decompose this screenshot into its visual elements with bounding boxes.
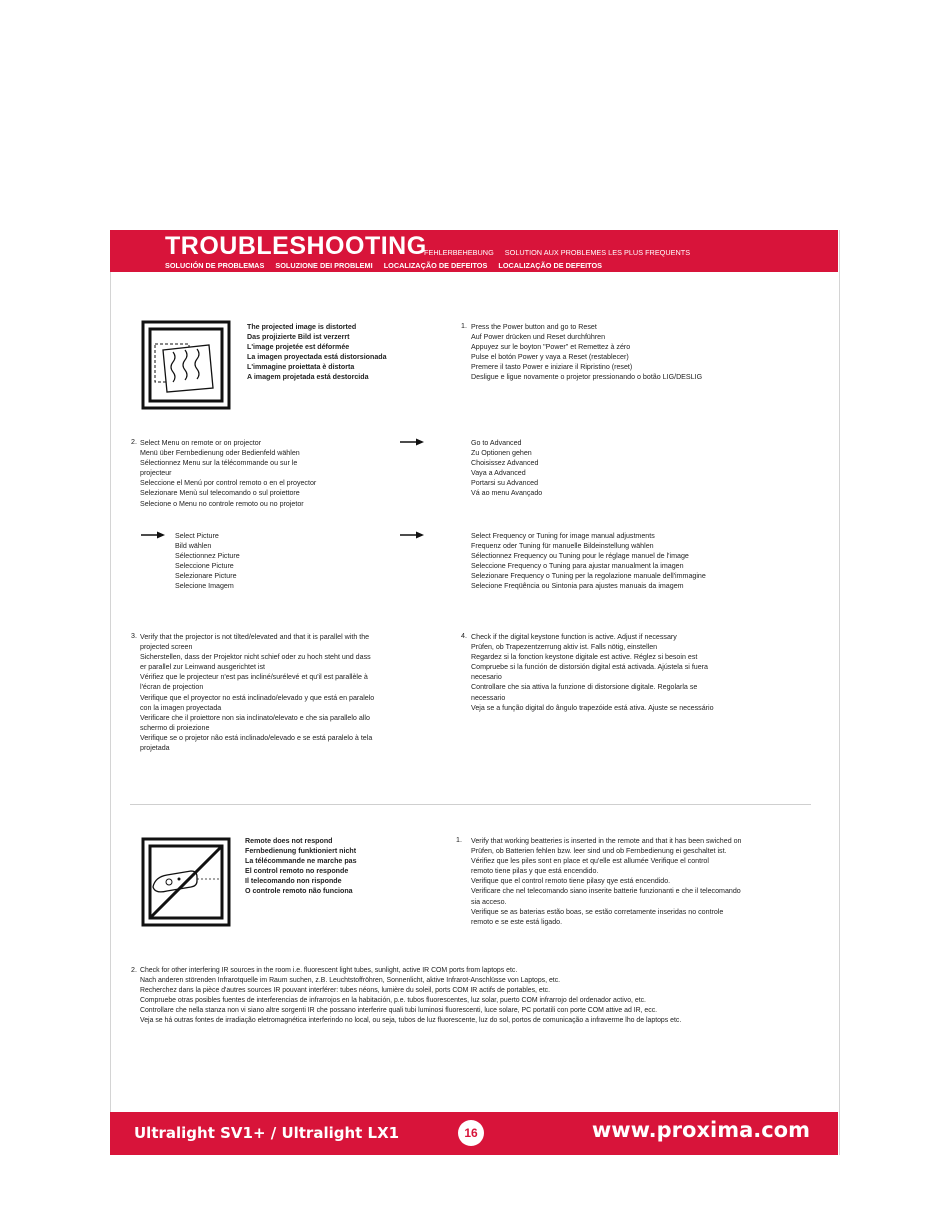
step-line: Verificare che nel telecomando siano inserite batterie funzionanti e che il telecomando [471, 887, 741, 896]
step-line: Selecione Imagem [175, 582, 234, 591]
step-line: Check if the digital keystone function is active. Adjust if necessary [471, 633, 677, 641]
problem1-step4 [471, 632, 714, 713]
remote-control-crossed-icon [141, 837, 231, 927]
step-line: Recherchez dans la pièce d'autres sources IR pouvant interférer: tubes néons, lumière du soleil, ports COM IR actifs de portables, etc. [140, 987, 550, 995]
subtitle: SOLUCIÓN DE PROBLEMAS [165, 261, 265, 270]
step-line: schermo di proiezione [140, 723, 210, 732]
problem-title: The projected image is distorted [247, 323, 357, 331]
problem-title: El control remoto no responde [245, 867, 349, 876]
step-line: sia acceso. [471, 897, 507, 906]
step-line: Sélectionnez Menu sur la télécommande ou sur le [140, 459, 298, 468]
step-number: 4. [461, 632, 467, 640]
problem1-step1 [471, 322, 702, 383]
problem-title: Fernbedienung funktioniert nicht [245, 847, 357, 856]
page-title: TROUBLESHOOTING [165, 232, 427, 260]
subtitle: FEHLERBEHEBUNG [424, 248, 494, 257]
problem2-titles [245, 836, 357, 897]
step-line: Compruebe otras posibles fuentes de interferencias de infrarrojos en la habitación, p.e. tubos fluorescentes, luz solar, puerto COM infrarrojo del ordenador activo, etc. [140, 997, 646, 1005]
step-line: projetada [140, 744, 170, 753]
step-line: con la imagen proyectada [140, 703, 222, 712]
step-line: Vaya a Advanced [471, 469, 526, 478]
step-line: Nach anderen störenden Infrarotquelle im Raum suchen, z.B. Leuchtstoffröhren, Sonnenlicht, aktive Infrarot-Anschlüsse von Laptops, etc. [140, 977, 561, 985]
problem1-step2 [140, 438, 316, 509]
arrow-right-icon [141, 531, 165, 539]
header-band [110, 230, 838, 272]
step-line: Verifique se as baterias estão boas, se estão corretamente inseridas no controle [471, 907, 724, 916]
step-line: Veja se há outras fontes de irradiação eletromagnética interferindo no local, ou seja, tubos de luz fluorescente, luz do sol, portos de comunicação a infraverme lho de laptops etc. [140, 1017, 682, 1025]
step-line: Desligue e ligue novamente o projetor pressionando o botão LIG/DESLIG [471, 373, 703, 382]
problem1-step3 [140, 632, 374, 753]
problem1-step2-select-frequency [471, 531, 706, 592]
step-line: Sicherstellen, dass der Projektor nicht schief oder zu hoch steht und dass [140, 653, 371, 662]
problem-title: O controle remoto não funciona [245, 887, 353, 896]
step-line: Selecione Freqüência ou Sintonia para ajustes manuais da imagem [471, 582, 684, 591]
problem-title: A imagem projetada está destorcida [247, 373, 369, 382]
step-line: Premere il tasto Power e iniziare il Ripristino (reset) [471, 363, 633, 372]
step-line: Portarsi su Advanced [471, 479, 539, 488]
subtitle: SOLUZIONE DEI PROBLEMI [275, 261, 373, 270]
step-line: Select Picture [175, 532, 219, 540]
problem1-titles [247, 322, 387, 383]
step-number: 2. [131, 438, 137, 446]
step-line: Vérifiez que le projecteur n'est pas incliné/surélevé et qu'il est parallèle à [140, 673, 368, 682]
header-subtitles-row-2 [165, 261, 611, 270]
step-line: Vérifiez que les piles sont en place et qu'elle est allumée Verifique el control [471, 857, 709, 866]
step-line: Selezionare Picture [175, 572, 237, 581]
step-line: Verifique que el control remoto tiene pilasy qye está encendido. [471, 877, 671, 886]
subtitle: LOCALIZAÇÃO DE DEFEITOS [383, 261, 488, 270]
step-line: Seleccione Frequency o Tuning para ajustar manualment la imagen [471, 562, 684, 571]
step-line: er parallel zur Leinwand ausgerichtet ist [140, 663, 265, 672]
step-line: Select Menu on remote or on projector [140, 439, 262, 447]
step-line: Frequenz oder Tuning für manuelle Bildeinstellung wählen [471, 542, 654, 551]
subtitle: SOLUTION AUX PROBLEMES LES PLUS FREQUENTS [504, 248, 691, 257]
step-line: Verify that working beatteries is inserted in the remote and that it has been swiched on [471, 837, 742, 845]
step-line: l'écran de projection [140, 683, 204, 692]
step-line: Seleccione el Menú por control remoto o en el proyector [140, 479, 317, 488]
step-line: Verifique se o projetor não está inclinado/elevado e se está paralelo à tela [140, 733, 373, 742]
step-line: necesario [471, 673, 502, 682]
step-line: projected screen [140, 643, 193, 652]
product-model: Ultralight SV1+ / Ultralight LX1 [134, 1124, 400, 1142]
step-line: Regardez si la fonction keystone digitale est active. Réglez si besoin est [471, 653, 698, 662]
step-number: 1. [456, 836, 462, 844]
step-line: Bild wählen [175, 542, 212, 551]
step-line: Verificare che il proiettore non sia inclinato/elevato e che sia parallelo allo [140, 713, 370, 722]
problem-title: Remote does not respond [245, 837, 333, 845]
problem-title: L'immagine proiettata è distorta [247, 363, 355, 372]
step-line: Menü über Fernbedienung oder Bedienfeld wählen [140, 449, 300, 458]
subtitle: LOCALIZAÇÃO DE DEFEITOS [498, 261, 603, 270]
distorted-image-icon [141, 320, 231, 410]
step-line: Auf Power drücken und Reset durchführen [471, 333, 606, 342]
step-line: Selezionare Menù sul telecomando o sul proiettore [140, 489, 300, 498]
section-divider [130, 804, 811, 805]
step-line: Verifique que el proyector no está inclinado/elevado y que está en paralelo [140, 693, 375, 702]
step-line: Prüfen, ob Batterien fehlen bzw. leer sind und ob Fernbedienung ei geschaltet ist. [471, 847, 727, 856]
website-link[interactable]: www.proxima.com [591, 1118, 810, 1142]
step-number: 3. [131, 632, 137, 640]
problem-title: Das projizierte Bild ist verzerrt [247, 333, 350, 342]
step-number: 2. [131, 966, 137, 974]
step-line: Sélectionnez Picture [175, 552, 240, 561]
problem1-step2-go-to-advanced [471, 438, 542, 499]
step-line: Prüfen, ob Trapezentzerrung aktiv ist. Falls nötig, einstellen [471, 643, 658, 652]
step-line: Go to Advanced [471, 439, 522, 447]
problem1-step2-select-picture [175, 531, 240, 592]
step-line: Pulse el botón Power y vaya a Reset (restablecer) [471, 353, 629, 362]
step-line: Select Frequency or Tuning for image manual adjustments [471, 532, 655, 540]
step-line: Vá ao menu Avançado [471, 489, 543, 498]
problem2-step1 [471, 836, 742, 927]
problem-title: La imagen proyectada está distorsionada [247, 353, 387, 362]
step-line: Appuyez sur le boyton "Power" et Remettez à zéro [471, 343, 631, 352]
problem-title: L'image projetée est déformée [247, 343, 350, 352]
step-line: Compruebe si la función de distorsión digital está activada. Ajústela si fuera [471, 663, 708, 672]
step-line: remoto e se este está ligado. [471, 917, 563, 926]
step-line: remoto tiene pilas y que está encendido. [471, 867, 599, 876]
problem-title: Il telecomando non risponde [245, 877, 342, 886]
page-number: 16 [458, 1120, 484, 1146]
step-line: Selezionare Frequency o Tuning per la regolazione manuale dell'immagine [471, 572, 706, 581]
step-line: Zu Optionen gehen [471, 449, 532, 458]
footer-band [110, 1112, 838, 1155]
step-line: Controllare che sia attiva la funzione di distorsione digitale. Regolarla se [471, 683, 698, 692]
problem-title: La télécommande ne marche pas [245, 857, 357, 866]
step-line: Veja se a função digital do ângulo trapezóide está ativa. Ajuste se necessário [471, 703, 714, 712]
problem2-step2 [140, 966, 681, 1027]
step-line: projecteur [140, 469, 172, 478]
step-line: Sélectionnez Frequency ou Tuning pour le réglage manuel de l'image [471, 552, 689, 561]
arrow-right-icon [400, 438, 424, 446]
step-line: Choisissez Advanced [471, 459, 539, 468]
step-line: Seleccione Picture [175, 562, 234, 571]
step-line: necessario [471, 693, 506, 702]
step-line: Selecione o Menu no controle remoto ou no projetor [140, 499, 304, 508]
step-line: Verify that the projector is not tilted/elevated and that it is parallel with the [140, 633, 370, 641]
arrow-right-icon [400, 531, 424, 539]
step-line: Check for other interfering IR sources in the room i.e. fluorescent light tubes, sunlight, active IR COM ports from laptops etc. [140, 967, 518, 974]
step-line: Press the Power button and go to Reset [471, 323, 597, 331]
step-line: Controllare che nella stanza non vi siano altre sorgenti IR che possano interferire quali tubi luminosi fluorescenti, luce solare, PC portatili con porte COM attive ad IR, ecc. [140, 1007, 658, 1015]
header-subtitles-row-1 [424, 248, 699, 257]
step-number: 1. [461, 322, 467, 330]
